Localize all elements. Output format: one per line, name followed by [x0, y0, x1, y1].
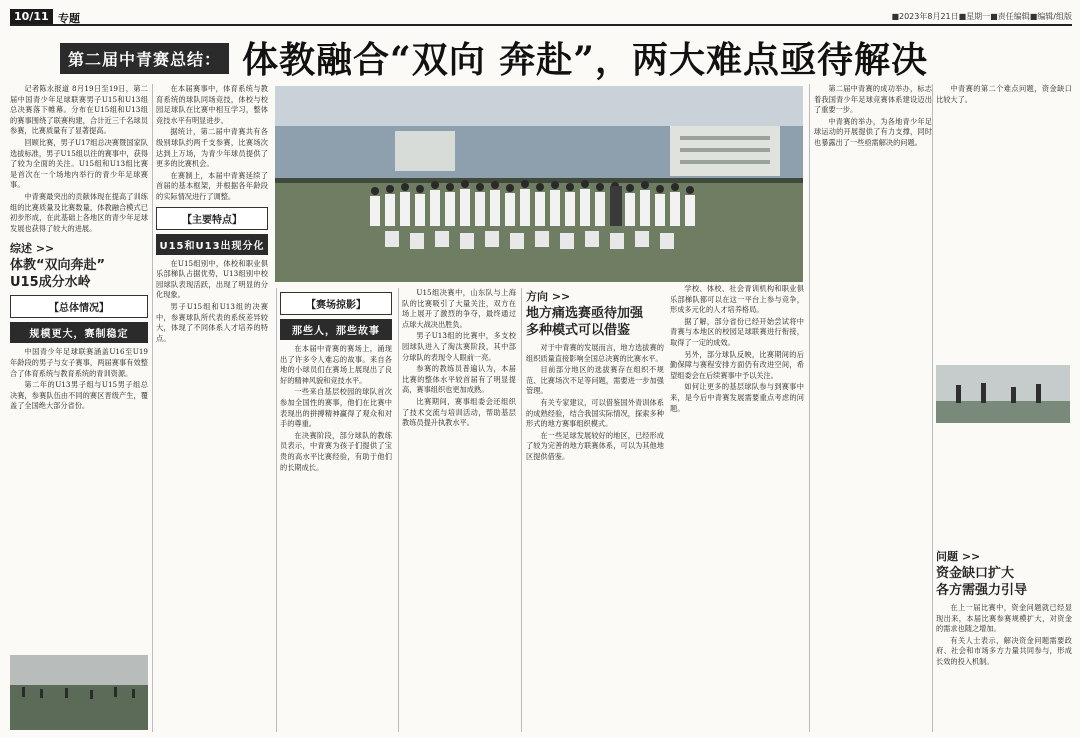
- column-rule: [152, 84, 153, 732]
- subhead-dark: 那些人，那些故事: [280, 319, 392, 340]
- column-1: [10, 84, 148, 650]
- paragraph: 另外，部分球队反映，比赛期间的后勤保障与赛程安排方面仍有改进空间，希望组委会在后续赛事中予以关注。: [670, 349, 804, 380]
- section-box-head: [10, 240, 148, 291]
- box-title: 资金缺口扩大: [936, 566, 1015, 581]
- paragraph: 在上一届比赛中，资金问题就已经显现出来，本届比赛参赛规模扩大，对资金的需求也随之增加。: [936, 603, 1072, 634]
- column-rule: [276, 288, 277, 732]
- paragraph: 对于中青赛的发展而言，地方选拔赛的组织质量直接影响全国总决赛的比赛水平。: [526, 343, 664, 363]
- headline-kicker: 第二届中青赛总结：: [60, 43, 229, 74]
- paragraph: 男子U15组和U13组的决赛中，参赛球队所代表的系统差异较大，体现了不同体系人才培养的特点。: [156, 301, 268, 343]
- paragraph: 在一些足球发展较好的地区，已经形成了较为完善的地方联赛体系，可以为其他地区提供借鉴。: [526, 430, 664, 461]
- paragraph: 记者陈永报道 8月19日至19日，第二届中国青少年足球联赛男子U15和U13组总决赛落下帷幕。分布在U15组和U13组的赛事围绕了联赛构建，合计近三千名球员参赛，比赛质量有了显著提高。: [10, 84, 148, 136]
- column-2: [156, 84, 268, 732]
- box-subtitle: 各方需强力引导: [936, 583, 1028, 598]
- paragraph: 有关专家建议，可以借鉴国外青训体系的成熟经验，结合我国实际情况，探索多种形式的地方赛事组织模式。: [526, 397, 664, 429]
- column-rule: [809, 84, 810, 732]
- paragraph: 中青赛最突出的贡献体现在提高了训练组的比赛质量及比赛数量，体教融合模式已初步形成，在此基础上各地区的青少年足球发展也获得了较大的进展。: [10, 191, 148, 233]
- paragraph: 在赛制上，本届中青赛延续了首届的基本框架，并根据各年龄段的实际情况进行了调整。: [156, 170, 268, 201]
- box-title: 体教“双向奔赴”: [10, 258, 106, 274]
- column-rule: [398, 288, 399, 732]
- paragraph: 如何让更多的基层球队参与到赛事中来，是今后中青赛发展需要重点考虑的问题。: [670, 382, 804, 413]
- paragraph: 据统计，第二届中青赛共有各级别球队约两千支参赛，比赛场次达到上万场，为青少年球员提供了更多的比赛机会。: [156, 127, 268, 169]
- paragraph: 在本届赛事中，体育系统与教育系统的球队同场竞技，体校与校园足球队在比赛中相互学习，整体竞技水平有明显进步。: [156, 84, 268, 125]
- paragraph: 在U15组别中，体校和职业俱乐部梯队占据优势，U13组别中校园球队表现活跃，出现了明显的分化现象。: [156, 258, 268, 300]
- paragraph: 比赛期间，赛事组委会还组织了技术交流与培训活动，帮助基层教练员提升执教水平。: [402, 396, 516, 428]
- dateline: ■2023年8月21日■星期一■责任编辑■编辑/组版: [891, 12, 1072, 21]
- page-header: [10, 8, 1072, 26]
- paragraph: 男子U13组的比赛中，多支校园球队进入了淘汰赛阶段，其中部分球队的表现令人眼前一亮。: [402, 331, 516, 362]
- training-field-photo: [10, 655, 148, 730]
- column-4: [402, 288, 516, 732]
- column-5: [526, 288, 664, 732]
- training-photo: [936, 365, 1070, 423]
- column-rule: [932, 84, 933, 732]
- paragraph: U15组决赛中，山东队与上海队的比赛吸引了大量关注，双方在场上展开了激烈的争夺，最终通过点球大战决出胜负。: [402, 288, 516, 329]
- subhead: 【总体情况】: [10, 295, 148, 318]
- paragraph: 据了解，部分省份已经开始尝试将中青赛与本地区的校园足球联赛进行衔接，取得了一定的成效。: [670, 316, 804, 347]
- paragraph: 第二年的U13男子组与U15男子组总决赛，参赛队伍由不同的赛区晋级产生，覆盖了全国绝大部分省份。: [10, 380, 148, 411]
- section-box-head: [936, 548, 1072, 599]
- paragraph: 中青赛的第二个难点问题，资金缺口比较大了。: [936, 84, 1072, 104]
- box-label: 方向 >>: [526, 290, 571, 303]
- subhead: 【赛场掠影】: [280, 292, 392, 315]
- headline-title: 体教融合“双向 奔赴”，两大难点亟待解决: [242, 39, 928, 81]
- section-name: 专题: [58, 12, 80, 25]
- paragraph: 中青赛的举办，为各地青少年足球运动的开展提供了有力支撑，同时也暴露出了一些亟需解决的问题。: [814, 116, 932, 147]
- paragraph: 有关人士表示，解决资金问题需要政府、社会和市场多方力量共同参与，形成长效的投入机制。: [936, 635, 1072, 666]
- paragraph: 中国青少年足球联赛涵盖U16至U19年龄段的男子与女子赛事，两届赛事有效整合了体育系统与教育系统的青训资源。: [10, 347, 148, 378]
- box-subtitle: U15成分水岭: [10, 275, 91, 291]
- column-3: [280, 288, 392, 732]
- paragraph: 一些来自基层校园的球队首次参加全国性的赛事，他们在比赛中表现出的拼搏精神赢得了观众和对手的尊重。: [280, 387, 392, 429]
- page-number: 10/11: [10, 9, 53, 24]
- column-7: [814, 84, 932, 732]
- paragraph: 在本届中青赛的赛场上，涌现出了许多令人难忘的故事。来自各地的小球员们在赛场上展现出了良好的精神风貌和竞技水平。: [280, 344, 392, 385]
- paragraph: 目前部分地区的选拔赛存在组织不规范、比赛场次不足等问题，需要进一步加强管理。: [526, 365, 664, 396]
- column-rule: [521, 288, 522, 732]
- box-label: 问题 >>: [936, 550, 981, 563]
- headline-row: [50, 32, 1072, 80]
- paragraph: 回顾比赛，男子U17组总决赛暨国家队选拔标准，男子U15组以往的赛事中，获得了较为全面的关注。U15组和U13组比赛是首次在一个场地内举行的青少年足球赛事。: [10, 137, 148, 190]
- subhead: 【主要特点】: [156, 207, 268, 230]
- subhead-dark: 规模更大，赛制稳定: [10, 322, 148, 343]
- box-title: 地方痛选赛亟待加强: [526, 306, 644, 321]
- column-8: [936, 84, 1072, 362]
- paragraph: 学校、体校、社会青训机构和职业俱乐部梯队都可以在这一平台上参与竞争，形成多元化的人才培养格局。: [670, 284, 804, 315]
- paragraph: 参赛的教练员普遍认为，本届比赛的整体水平较首届有了明显提高，赛事组织也更加成熟。: [402, 364, 516, 395]
- column-6: [670, 84, 804, 732]
- paragraph: 在决赛阶段，部分球队的教练员表示，中青赛为孩子们提供了宝贵的高水平比赛经验，有助于他们的长期成长。: [280, 430, 392, 472]
- section-box-head: [526, 288, 664, 339]
- subhead-dark: U15和U13出现分化: [156, 234, 268, 255]
- box-subtitle: 多种模式可以借鉴: [526, 323, 631, 338]
- box-label: 综述 >>: [10, 242, 55, 256]
- paragraph: 第二届中青赛的成功举办，标志着我国青少年足球竞赛体系建设迈出了重要一步。: [814, 84, 932, 115]
- column-8-lower: [936, 428, 1072, 732]
